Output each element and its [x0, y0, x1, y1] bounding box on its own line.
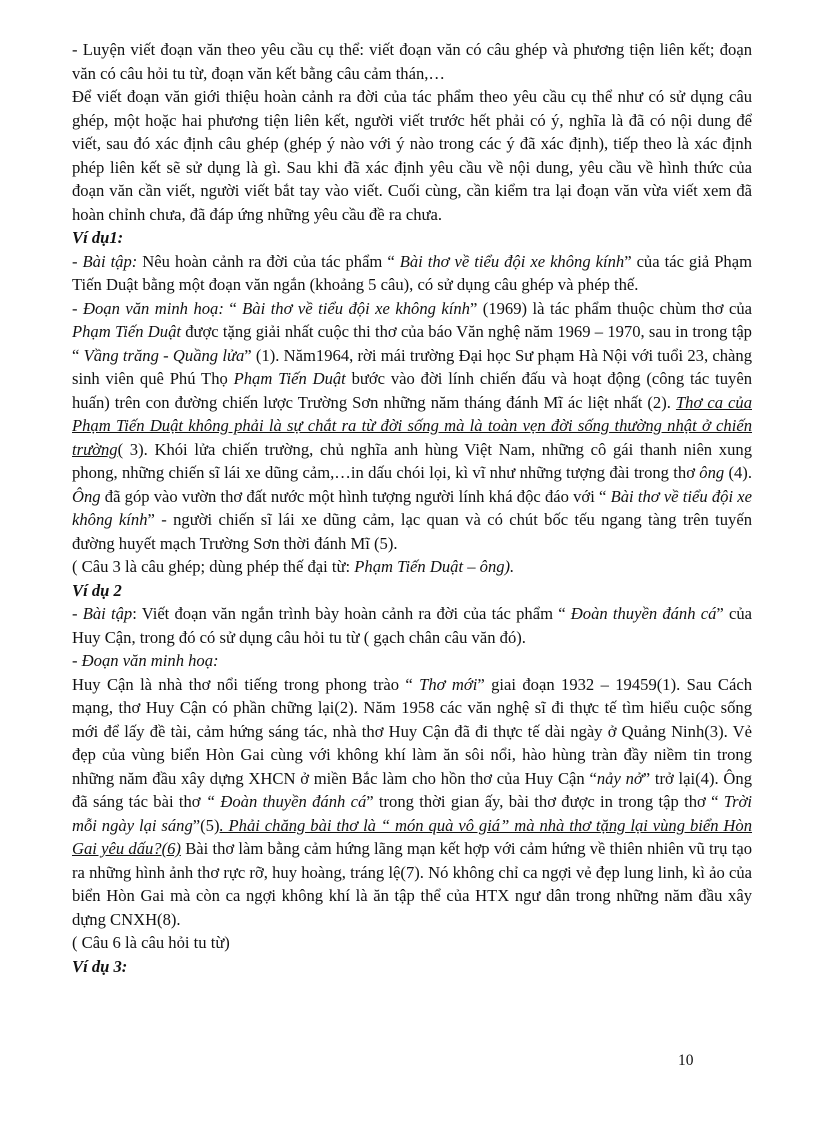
intro-paragraph-2: Để viết đoạn văn giới thiệu hoàn cảnh ra đời của tác phẩm theo yêu cầu cụ thể như có sử dụng câu ghép, một hoặc hai phương tiện liên kết, người viết trước hết phải có ý, nghĩa là đã có nội dung để viết, sau đó xác định câu ghép (ghép ý nào với ý nào trong các ý đã xác định), tiếp theo là xác định phép liên kết sẽ sử dụng là gì. Sau khi đã xác định yêu cầu về nội dung, yêu cầu về hình thức của đoạn văn cần viết, người viết bắt tay vào viết. Cuối cùng, cần kiểm tra lại đoạn văn vừa viết xem đã hoàn chỉnh chưa, đã đáp ứng những yêu cầu đề ra chưa. [72, 87, 752, 224]
text: ” (1). Năm1964, rời mái trường Đại học Sư phạm Hà Nội với tuổi 23, chàng sinh viên quê Phú Thọ [72, 345, 753, 388]
task-label: - Bài tập [72, 604, 133, 623]
text: ”(5) [192, 815, 220, 835]
work-title: Đoàn thuyền đánh cá [570, 604, 717, 623]
text: Huy Cận là nhà thơ nổi tiếng trong phong trào “ [72, 674, 420, 694]
example-1-task [72, 250, 752, 297]
text: ” trong thời gian ấy, bài thơ được in trong tập thơ “ [366, 792, 724, 811]
text: ( 3). Khói lửa chiến trường, chủ nghĩa anh hùng Việt Nam, những cô gái thanh niên xung phong, những chiến sĩ lái xe dũng cảm,…in dấu chói lọi, kì vĩ như những tượng đài trong thơ [72, 439, 752, 482]
text: Phạm Tiến Duật – ông). [354, 557, 515, 576]
work-title: Bài thơ về tiểu đội xe không kính [399, 251, 625, 271]
pronoun: Ông [72, 486, 101, 506]
text: : Viết đoạn văn ngắn trình bày hoàn cảnh ra đời của tác phẩm “ [132, 604, 571, 623]
text: “ [223, 298, 243, 318]
work-title: Bài thơ về tiểu đội xe không kính [242, 298, 470, 318]
text: (4). [724, 463, 752, 482]
text: được tặng giải nhất cuộc thi thơ của báo Văn nghệ năm 1969 – 1970, sau in trong tập “ [72, 322, 752, 365]
example-1-heading: Ví dụ1: [72, 228, 124, 247]
example-1-model-paragraph [72, 297, 752, 556]
example-3-heading: Ví dụ 3: [72, 956, 128, 976]
text: Nêu hoàn cảnh ra đời của tác phẩm “ [137, 251, 400, 271]
page-number: 10 [678, 1052, 694, 1069]
example-2-model-label: - Đoạn văn minh hoạ: [72, 651, 219, 670]
movement-name: Thơ mới [419, 674, 478, 694]
text: bước vào đời lính chiến đấu và hoạt động (công tác tuyên huấn) trên con đường chiến lược Trường Sơn những năm tháng đánh Mĩ ác liệt nhất (2). [72, 369, 752, 412]
text: ” của tác giả Phạm Tiến Duật bằng một đoạn văn ngắn (khoảng 5 câu), có sử dụng câu ghép và phép thế. [72, 251, 753, 294]
underlined-compound-sentence: Thơ ca của Phạm Tiến Duật không phải là sự chắt ra từ đời sống mà là toàn vẹn đời sống thường nhật ở chiến trường [72, 392, 752, 459]
work-title: Bài thơ về tiểu đội xe không kính [72, 486, 752, 529]
example-2-note: ( Câu 6 là câu hỏi tu từ) [72, 933, 230, 952]
example-2-heading: Ví dụ 2 [72, 580, 122, 600]
example-2-task [72, 602, 752, 649]
text: ” giai đoạn 1932 – 19459(1). Sau Cách mạng, thơ Huy Cận có phần chững lại(2). Năm 1958 các văn nghệ sĩ đi thực tế tìm hiểu cuộc sống mới để lấy đề tài, cảm hứng sáng tác, nhà thơ Huy Cận đã đi thực tế dài ngày ở Quảng Ninh(3). Vẻ đẹp của vùng biển Hòn Gai cùng với không khí làm ăn sôi nổi, hào hùng tràn đầy niềm tin trong những năm đầu xây dựng XHCN ở miền Bắc làm cho hồn thơ của Huy Cận “ [72, 674, 752, 788]
quoted-word: nảy nở [596, 768, 643, 788]
text: Bài thơ làm bằng cảm hứng lãng mạn kết hợp với cảm hứng về thiên nhiên vũ trụ tạo ra những hình ảnh thơ rực rỡ, huy hoàng, tráng lệ(7). Nó không chỉ ca ngợi vẻ đẹp lung linh, kì ảo của biển Hòn Gai mà còn ca ngợi không khí là ăn tập thể của HTX ngư dân trong những năm đầu xây dựng CNXH(8). [72, 839, 752, 929]
task-label: - Bài tập: [72, 251, 138, 271]
text: ” của Huy Cận, trong đó có sử dụng câu hỏi tu từ ( gạch chân câu văn đó). [72, 604, 752, 647]
pronoun: ông [699, 463, 725, 482]
text: ” - người chiến sĩ lái xe dũng cảm, lạc quan và có chút bốc tếu ngang tàng trên tuyến đường huyết mạch Trường Sơn thời đánh Mĩ (5). [72, 510, 752, 553]
model-label: - Đoạn văn minh hoạ: [72, 298, 224, 318]
work-title: “ Đoàn thuyền đánh cá [205, 792, 367, 811]
author-name: Phạm Tiến Duật [72, 322, 181, 341]
example-2-model-paragraph [72, 673, 752, 932]
collection-title: Vầng trăng - Quầng lửa [83, 345, 245, 365]
document-page [72, 38, 752, 978]
text: ( Câu 3 là câu ghép; dùng phép thế đại từ: [72, 557, 355, 576]
collection-title: Trời mỗi ngày lại sáng [72, 792, 752, 835]
text: ” trở lại(4). Ông đã sáng tác bài thơ [72, 768, 752, 811]
text: ” (1969) là tác phẩm thuộc chùm thơ của [469, 298, 752, 318]
example-1-note [72, 555, 752, 579]
intro-paragraph-1: - Luyện viết đoạn văn theo yêu cầu cụ thể: viết đoạn văn có câu ghép và phương tiện liên kết; đoạn văn có câu hỏi tu từ, đoạn văn kết bằng câu cảm thán,… [72, 40, 752, 83]
underlined-rhetorical-question: . Phải chăng bài thơ là “ món quà vô giá” mà nhà thơ tặng lại vùng biển Hòn Gai yêu dấu?(6) [72, 815, 752, 858]
author-name: Phạm Tiến Duật [233, 369, 346, 388]
text: đã góp vào vườn thơ đất nước một hình tượng người lính khá độc đáo với “ [100, 486, 611, 506]
